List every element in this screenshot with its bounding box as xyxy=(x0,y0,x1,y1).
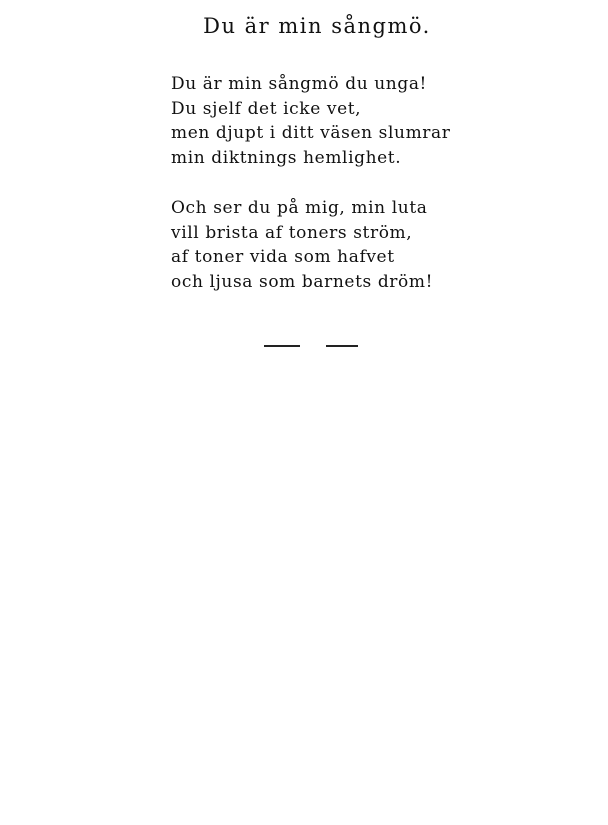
poem-line: min diktnings hemlighet. xyxy=(171,147,402,168)
poem-line: Och ser du på mig, min luta xyxy=(171,198,428,218)
stanza-1 xyxy=(171,72,450,170)
poem-line: och ljusa som barnets dröm! xyxy=(171,271,434,292)
poem-line: vill brista af toners ström, xyxy=(171,222,413,243)
poem-title: Du är min sångmö. xyxy=(203,14,431,38)
end-ornament-dash-left xyxy=(264,345,300,347)
poem-line: af toner vida som hafvet xyxy=(171,247,395,267)
poem-line: Du sjelf det icke vet, xyxy=(171,98,362,119)
end-ornament-dash-right xyxy=(326,345,358,347)
poem-line: men djupt i ditt väsen slumrar xyxy=(171,123,451,143)
stanza-2 xyxy=(171,196,433,294)
poem-line: Du är min sångmö du unga! xyxy=(171,74,427,94)
